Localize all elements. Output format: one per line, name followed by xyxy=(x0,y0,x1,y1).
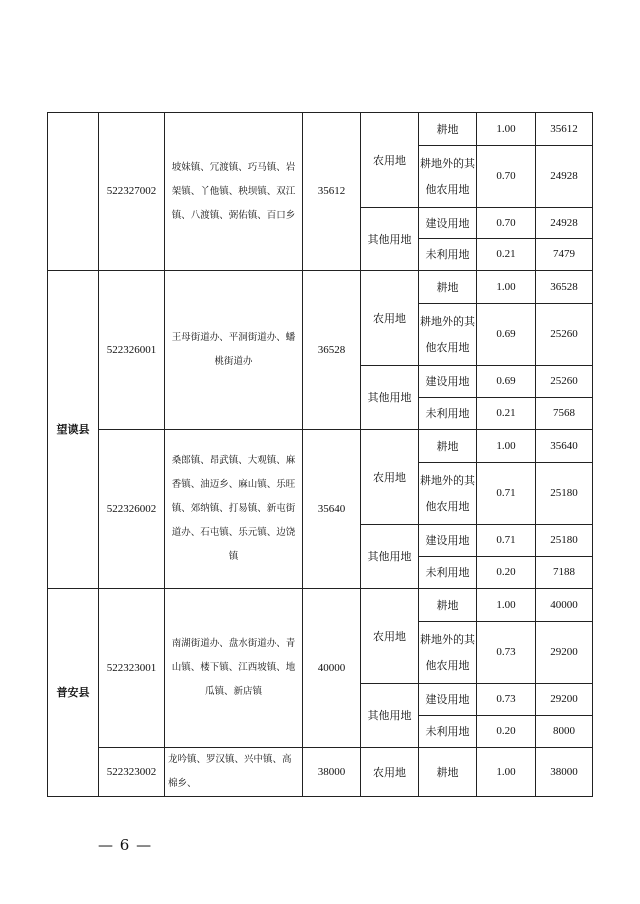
coefficient: 1.00 xyxy=(477,748,536,797)
region-price: 35640 xyxy=(303,430,361,589)
region-code: 522326001 xyxy=(99,271,165,430)
coefficient: 0.20 xyxy=(477,716,536,748)
towns-list: 南湖街道办、盘水街道办、青山镇、楼下镇、江西坡镇、地瓜镇、新店镇 xyxy=(165,589,303,748)
land-type: 未利用地 xyxy=(419,239,477,271)
land-type: 耕地 xyxy=(419,113,477,146)
category-cell: 农用地 xyxy=(361,430,419,525)
region-price: 36528 xyxy=(303,271,361,430)
land-type: 耕地外的其他农用地 xyxy=(419,146,477,208)
towns-list: 龙吟镇、罗汉镇、兴中镇、高棉乡、 xyxy=(165,748,303,797)
land-type: 建设用地 xyxy=(419,366,477,398)
price-value: 25260 xyxy=(536,366,593,398)
category-cell: 农用地 xyxy=(361,271,419,366)
price-value: 25260 xyxy=(536,304,593,366)
price-value: 35640 xyxy=(536,430,593,463)
land-type: 未利用地 xyxy=(419,557,477,589)
towns-list: 王母街道办、平洞街道办、蟠桃街道办 xyxy=(165,271,303,430)
region-price: 35612 xyxy=(303,113,361,271)
category-cell: 农用地 xyxy=(361,748,419,797)
coefficient: 0.69 xyxy=(477,366,536,398)
coefficient: 1.00 xyxy=(477,589,536,622)
land-type: 未利用地 xyxy=(419,716,477,748)
coefficient: 1.00 xyxy=(477,271,536,304)
price-value: 25180 xyxy=(536,525,593,557)
coefficient: 0.73 xyxy=(477,622,536,684)
county-cell: 望谟县 xyxy=(48,271,99,589)
region-price: 40000 xyxy=(303,589,361,748)
land-type: 耕地 xyxy=(419,271,477,304)
land-type: 建设用地 xyxy=(419,684,477,716)
land-type: 建设用地 xyxy=(419,525,477,557)
towns-list: 坡妹镇、冗渡镇、巧马镇、岩架镇、丫他镇、秧坝镇、双江镇、八渡镇、弼佑镇、百口乡 xyxy=(165,113,303,271)
coefficient: 0.69 xyxy=(477,304,536,366)
land-type: 建设用地 xyxy=(419,208,477,239)
coefficient: 0.71 xyxy=(477,463,536,525)
coefficient: 0.73 xyxy=(477,684,536,716)
coefficient: 0.70 xyxy=(477,146,536,208)
coefficient: 0.71 xyxy=(477,525,536,557)
coefficient: 1.00 xyxy=(477,430,536,463)
county-cell xyxy=(48,113,99,271)
price-value: 25180 xyxy=(536,463,593,525)
price-value: 7568 xyxy=(536,398,593,430)
category-cell: 其他用地 xyxy=(361,208,419,271)
price-value: 35612 xyxy=(536,113,593,146)
page-number: — 6 — xyxy=(98,836,153,854)
land-type: 耕地 xyxy=(419,589,477,622)
coefficient: 0.21 xyxy=(477,398,536,430)
land-type: 耕地 xyxy=(419,748,477,797)
price-value: 24928 xyxy=(536,146,593,208)
category-cell: 其他用地 xyxy=(361,684,419,748)
region-code: 522323002 xyxy=(99,748,165,797)
towns-list: 桑郎镇、昂武镇、大观镇、麻香镇、油迈乡、麻山镇、乐旺镇、郊纳镇、打易镇、新屯街道办、石屯镇、乐元镇、边饶镇 xyxy=(165,430,303,589)
category-cell: 农用地 xyxy=(361,113,419,208)
price-value: 7188 xyxy=(536,557,593,589)
price-value: 36528 xyxy=(536,271,593,304)
county-cell: 普安县 xyxy=(48,589,99,797)
region-price: 38000 xyxy=(303,748,361,797)
region-code: 522323001 xyxy=(99,589,165,748)
category-cell: 其他用地 xyxy=(361,366,419,430)
land-type: 耕地外的其他农用地 xyxy=(419,463,477,525)
price-value: 38000 xyxy=(536,748,593,797)
land-type: 耕地外的其他农用地 xyxy=(419,622,477,684)
price-value: 29200 xyxy=(536,622,593,684)
coefficient: 1.00 xyxy=(477,113,536,146)
land-price-table xyxy=(47,112,593,797)
price-value: 8000 xyxy=(536,716,593,748)
coefficient: 0.21 xyxy=(477,239,536,271)
price-value: 7479 xyxy=(536,239,593,271)
land-type: 未利用地 xyxy=(419,398,477,430)
price-value: 40000 xyxy=(536,589,593,622)
category-cell: 农用地 xyxy=(361,589,419,684)
category-cell: 其他用地 xyxy=(361,525,419,589)
price-value: 24928 xyxy=(536,208,593,239)
price-value: 29200 xyxy=(536,684,593,716)
coefficient: 0.20 xyxy=(477,557,536,589)
land-type: 耕地外的其他农用地 xyxy=(419,304,477,366)
region-code: 522326002 xyxy=(99,430,165,589)
coefficient: 0.70 xyxy=(477,208,536,239)
region-code: 522327002 xyxy=(99,113,165,271)
land-type: 耕地 xyxy=(419,430,477,463)
